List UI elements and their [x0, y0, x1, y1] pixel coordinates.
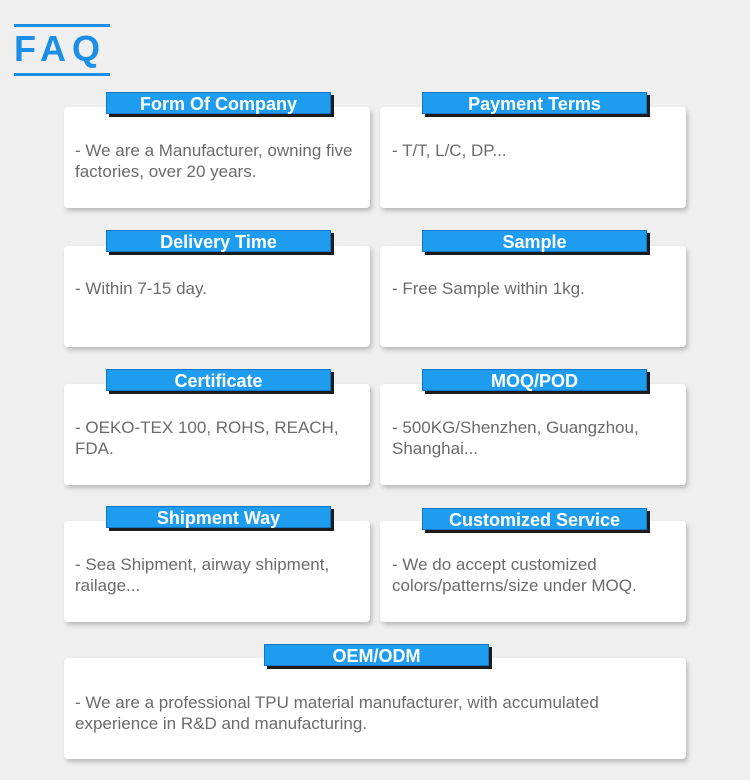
faq-label-form-of-company: Form Of Company: [106, 92, 331, 114]
faq-label-certificate: Certificate: [106, 369, 331, 391]
faq-text-oem-odm: - We are a professional TPU material manufacturer, with accumulated experience in R&D and manufacturing.: [75, 693, 599, 733]
page-title: FAQ: [14, 24, 110, 76]
faq-text-payment-terms: - T/T, L/C, DP...: [392, 141, 507, 160]
faq-text-shipment-way: - Sea Shipment, airway shipment, railage...: [75, 555, 330, 595]
faq-text-delivery-time: - Within 7-15 day.: [75, 279, 207, 298]
faq-text-form-of-company: - We are a Manufacturer, owning five factories, over 20 years.: [75, 141, 353, 181]
faq-text-customized-service: - We do accept customized colors/patterns/size under MOQ.: [392, 555, 637, 595]
faq-text-moq-pod: - 500KG/Shenzhen, Guangzhou, Shanghai...: [392, 418, 639, 458]
faq-label-payment-terms: Payment Terms: [422, 92, 647, 114]
faq-label-shipment-way: Shipment Way: [106, 506, 331, 528]
faq-label-moq-pod: MOQ/POD: [422, 369, 647, 391]
faq-label-customized-service: Customized Service: [422, 508, 647, 530]
faq-label-oem-odm: OEM/ODM: [264, 644, 489, 666]
faq-text-sample: - Free Sample within 1kg.: [392, 279, 585, 298]
faq-label-sample: Sample: [422, 230, 647, 252]
faq-label-delivery-time: Delivery Time: [106, 230, 331, 252]
faq-text-certificate: - OEKO-TEX 100, ROHS, REACH, FDA.: [75, 418, 339, 458]
